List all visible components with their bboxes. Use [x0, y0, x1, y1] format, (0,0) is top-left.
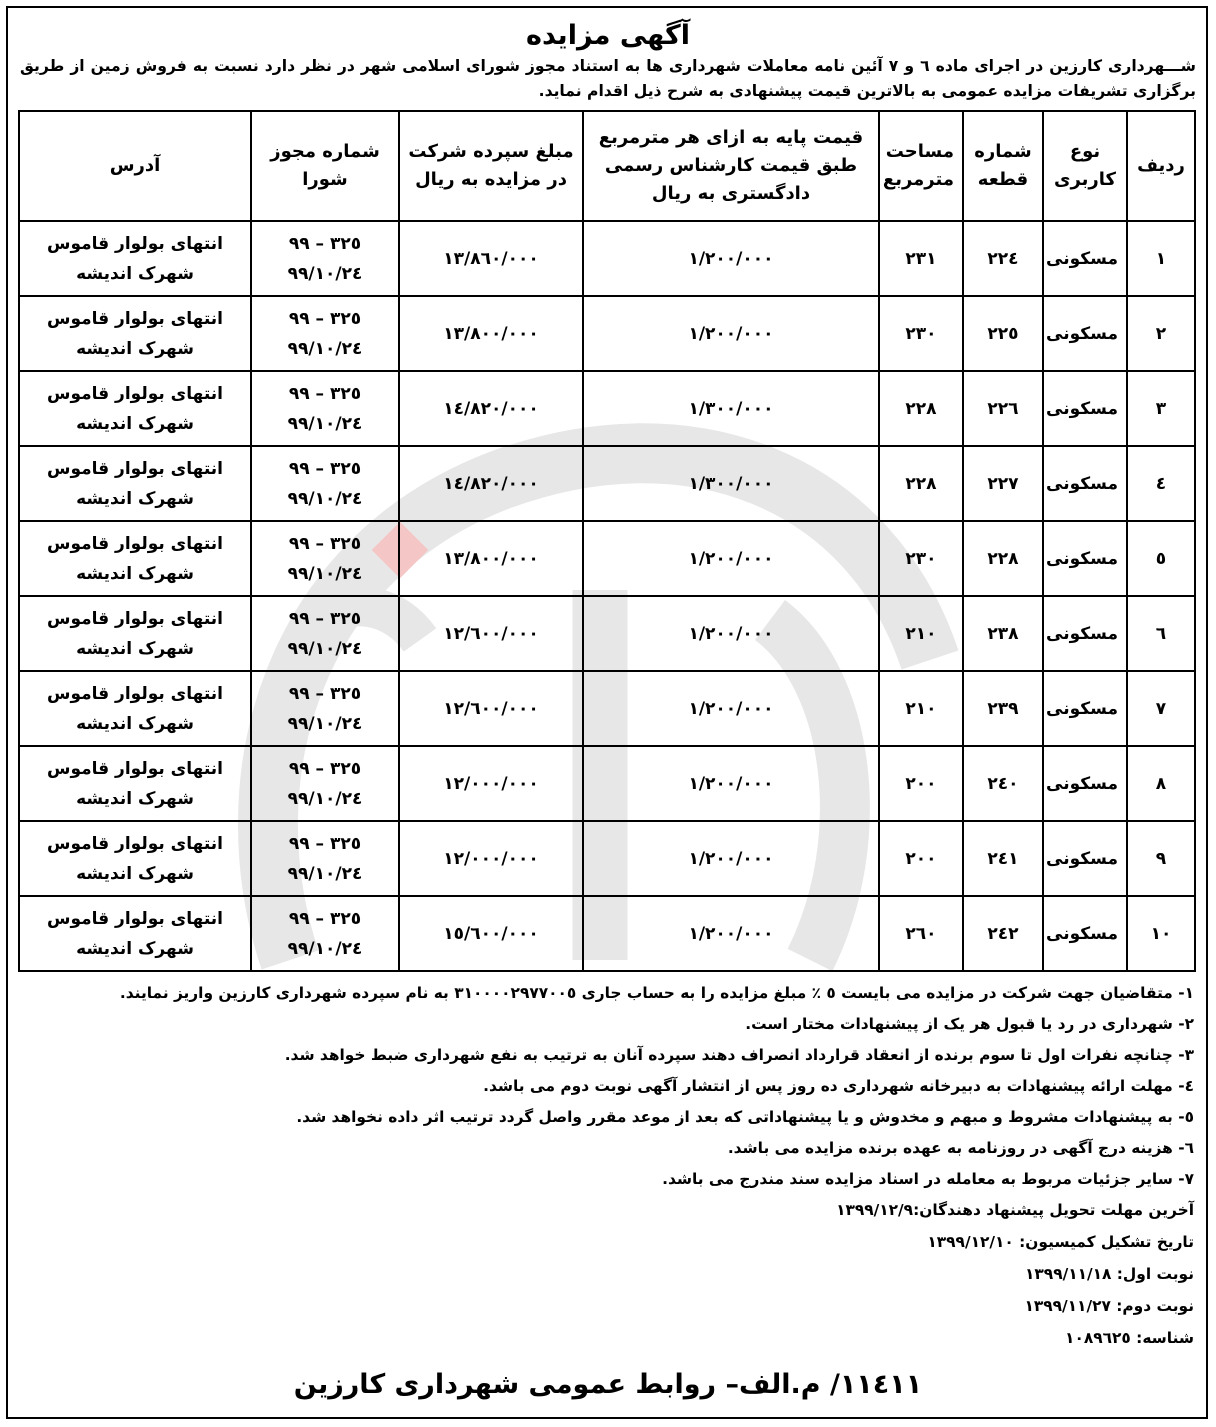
header-base-price: قیمت پایه به ازای هر مترمربع طبق قیمت کارشناس رسمی دادگستری به ریال — [583, 111, 879, 221]
cell-deposit: ١٢/٠٠٠/٠٠٠ — [399, 821, 583, 896]
permit-date: ٩٩/١٠/٢٤ — [287, 263, 363, 284]
cell-row-number: ٩ — [1127, 821, 1195, 896]
address-line-2: شهرک اندیشه — [76, 413, 194, 434]
cell-parcel: ٢٢٧ — [963, 446, 1043, 521]
notice-title: آگهی مزایده — [526, 20, 690, 51]
table-row — [19, 596, 1195, 671]
cell-area: ٢٣٠ — [879, 521, 963, 596]
permit-number: ٣٢٥ – ٩٩ — [288, 833, 362, 854]
header-row-number: ردیف — [1127, 111, 1195, 221]
cell-row-number: ٢ — [1127, 296, 1195, 371]
permit-number: ٣٢٥ – ٩٩ — [288, 233, 362, 254]
cell-address — [19, 371, 251, 446]
cell-permit — [251, 671, 399, 746]
permit-number: ٣٢٥ – ٩٩ — [288, 533, 362, 554]
cell-base-price: ١/٢٠٠/٠٠٠ — [583, 521, 879, 596]
address-line-1: انتهای بولوار قاموس — [46, 833, 224, 854]
cell-address — [19, 521, 251, 596]
cell-base-price: ١/٣٠٠/٠٠٠ — [583, 371, 879, 446]
header-permit: شماره مجوز شورا — [251, 111, 399, 221]
address-line-1: انتهای بولوار قاموس — [46, 308, 224, 329]
address-line-1: انتهای بولوار قاموس — [46, 233, 224, 254]
cell-address — [19, 896, 251, 971]
cell-base-price: ١/٢٠٠/٠٠٠ — [583, 671, 879, 746]
permit-date: ٩٩/١٠/٢٤ — [287, 563, 363, 584]
cell-area: ٢٣١ — [879, 221, 963, 296]
cell-area: ٢٢٨ — [879, 446, 963, 521]
permit-number: ٣٢٥ – ٩٩ — [288, 608, 362, 629]
permit-date: ٩٩/١٠/٢٤ — [287, 413, 363, 434]
cell-base-price: ١/٢٠٠/٠٠٠ — [583, 596, 879, 671]
cell-row-number: ٣ — [1127, 371, 1195, 446]
cell-row-number: ٦ — [1127, 596, 1195, 671]
cell-deposit: ١٢/٦٠٠/٠٠٠ — [399, 596, 583, 671]
cell-area: ٢٠٠ — [879, 821, 963, 896]
header-usage: نوع کاربری — [1043, 111, 1127, 221]
cell-deposit: ١٢/٦٠٠/٠٠٠ — [399, 671, 583, 746]
cell-row-number: ٧ — [1127, 671, 1195, 746]
cell-deposit: ١٣/٨٠٠/٠٠٠ — [399, 296, 583, 371]
condition-item: ٤- مهلت ارائه پیشنهادات به دبیرخانه شهرداری ده روز پس از انتشار آگهی نوبت دوم می باشد. — [483, 1077, 1194, 1095]
dates-block — [22, 1195, 1194, 1355]
cell-row-number: ١ — [1127, 221, 1195, 296]
cell-usage: مسکونی — [1043, 671, 1127, 746]
cell-address — [19, 221, 251, 296]
cell-area: ٢١٠ — [879, 671, 963, 746]
address-line-1: انتهای بولوار قاموس — [46, 683, 224, 704]
permit-number: ٣٢٥ – ٩٩ — [288, 383, 362, 404]
table-row — [19, 746, 1195, 821]
header-area: مساحت مترمربع — [879, 111, 963, 221]
address-line-1: انتهای بولوار قاموس — [46, 533, 224, 554]
address-line-2: شهرک اندیشه — [76, 338, 194, 359]
cell-parcel: ٢٢٨ — [963, 521, 1043, 596]
cell-base-price: ١/٢٠٠/٠٠٠ — [583, 221, 879, 296]
signature: ١١٤١١/ م.الف– روابط عمومی شهرداری کارزین — [293, 1369, 923, 1400]
cell-base-price: ١/٢٠٠/٠٠٠ — [583, 821, 879, 896]
table-row — [19, 896, 1195, 971]
address-line-1: انتهای بولوار قاموس — [46, 608, 224, 629]
header-address: آدرس — [19, 111, 251, 221]
cell-row-number: ٤ — [1127, 446, 1195, 521]
cell-deposit: ١٥/٦٠٠/٠٠٠ — [399, 896, 583, 971]
deadline-date: آخرین مهلت تحویل پیشنهاد دهندگان:١٣٩٩/١٢/٩ — [836, 1201, 1194, 1219]
address-line-2: شهرک اندیشه — [76, 863, 194, 884]
permit-date: ٩٩/١٠/٢٤ — [287, 488, 363, 509]
cell-parcel: ٢٣٨ — [963, 596, 1043, 671]
cell-parcel: ٢٢٥ — [963, 296, 1043, 371]
permit-number: ٣٢٥ – ٩٩ — [288, 308, 362, 329]
address-line-2: شهرک اندیشه — [76, 938, 194, 959]
cell-permit — [251, 521, 399, 596]
header-parcel: شماره قطعه — [963, 111, 1043, 221]
cell-usage: مسکونی — [1043, 296, 1127, 371]
cell-deposit: ١٢/٠٠٠/٠٠٠ — [399, 746, 583, 821]
address-line-1: انتهای بولوار قاموس — [46, 383, 224, 404]
permit-date: ٩٩/١٠/٢٤ — [287, 713, 363, 734]
condition-item: ٦- هزینه درج آگهی در روزنامه به عهده برنده مزایده می باشد. — [727, 1139, 1194, 1157]
condition-item: ٧- سایر جزئیات مربوط به معامله در اسناد مزایده سند مندرج می باشد. — [662, 1170, 1194, 1188]
table-row — [19, 821, 1195, 896]
cell-deposit: ١٣/٨٠٠/٠٠٠ — [399, 521, 583, 596]
second-publication-date: نوبت دوم: ١٣٩٩/١١/٢٧ — [1024, 1297, 1194, 1315]
cell-row-number: ٨ — [1127, 746, 1195, 821]
header-deposit: مبلغ سپرده شرکت در مزایده به ریال — [399, 111, 583, 221]
address-line-2: شهرک اندیشه — [76, 713, 194, 734]
cell-deposit: ١٤/٨٢٠/٠٠٠ — [399, 446, 583, 521]
cell-deposit: ١٣/٨٦٠/٠٠٠ — [399, 221, 583, 296]
conditions-list — [14, 972, 1202, 1355]
cell-usage: مسکونی — [1043, 746, 1127, 821]
cell-permit — [251, 596, 399, 671]
cell-address — [19, 821, 251, 896]
permit-number: ٣٢٥ – ٩٩ — [288, 758, 362, 779]
address-line-2: شهرک اندیشه — [76, 563, 194, 584]
cell-deposit: ١٤/٨٢٠/٠٠٠ — [399, 371, 583, 446]
cell-base-price: ١/٢٠٠/٠٠٠ — [583, 746, 879, 821]
cell-parcel: ٢٤٠ — [963, 746, 1043, 821]
cell-permit — [251, 371, 399, 446]
address-line-2: شهرک اندیشه — [76, 488, 194, 509]
table-row — [19, 446, 1195, 521]
address-line-2: شهرک اندیشه — [76, 788, 194, 809]
address-line-1: انتهای بولوار قاموس — [46, 458, 224, 479]
cell-base-price: ١/٣٠٠/٠٠٠ — [583, 446, 879, 521]
table-header-row — [19, 111, 1195, 221]
cell-address — [19, 296, 251, 371]
table-row — [19, 671, 1195, 746]
cell-usage: مسکونی — [1043, 371, 1127, 446]
permit-date: ٩٩/١٠/٢٤ — [287, 788, 363, 809]
table-row — [19, 221, 1195, 296]
cell-row-number: ٥ — [1127, 521, 1195, 596]
cell-area: ٢٣٠ — [879, 296, 963, 371]
table-row — [19, 521, 1195, 596]
cell-usage: مسکونی — [1043, 446, 1127, 521]
cell-usage: مسکونی — [1043, 521, 1127, 596]
permit-number: ٣٢٥ – ٩٩ — [288, 683, 362, 704]
cell-usage: مسکونی — [1043, 221, 1127, 296]
cell-usage: مسکونی — [1043, 596, 1127, 671]
cell-area: ٢١٠ — [879, 596, 963, 671]
cell-row-number: ١٠ — [1127, 896, 1195, 971]
cell-permit — [251, 821, 399, 896]
cell-permit — [251, 746, 399, 821]
cell-permit — [251, 221, 399, 296]
condition-item: ٢- شهرداری در رد یا قبول هر یک از پیشنهادات مختار است. — [745, 1015, 1194, 1033]
permit-number: ٣٢٥ – ٩٩ — [288, 458, 362, 479]
notice-id: شناسه: ١٠٨٩٦٢٥ — [1065, 1329, 1194, 1347]
cell-address — [19, 746, 251, 821]
cell-parcel: ٢٤١ — [963, 821, 1043, 896]
cell-permit — [251, 446, 399, 521]
permit-date: ٩٩/١٠/٢٤ — [287, 863, 363, 884]
cell-base-price: ١/٢٠٠/٠٠٠ — [583, 296, 879, 371]
auction-table — [18, 110, 1196, 972]
table-row — [19, 296, 1195, 371]
table-row — [19, 371, 1195, 446]
cell-parcel: ٢٢٤ — [963, 221, 1043, 296]
condition-item: ٣- چنانچه نفرات اول تا سوم برنده از انعقاد قرارداد انصراف دهند سپرده آنان به ترتیب به نفع شهرداری ضبط خواهد شد. — [284, 1046, 1194, 1064]
cell-parcel: ٢٤٢ — [963, 896, 1043, 971]
cell-area: ٢٢٨ — [879, 371, 963, 446]
cell-usage: مسکونی — [1043, 821, 1127, 896]
cell-address — [19, 671, 251, 746]
commission-date: تاریخ تشکیل کمیسیون: ١٣٩٩/١٢/١٠ — [927, 1233, 1194, 1251]
cell-area: ٢٦٠ — [879, 896, 963, 971]
cell-parcel: ٢٢٦ — [963, 371, 1043, 446]
cell-permit — [251, 296, 399, 371]
permit-date: ٩٩/١٠/٢٤ — [287, 938, 363, 959]
address-line-1: انتهای بولوار قاموس — [46, 758, 224, 779]
address-line-1: انتهای بولوار قاموس — [46, 908, 224, 929]
cell-base-price: ١/٢٠٠/٠٠٠ — [583, 896, 879, 971]
address-line-2: شهرک اندیشه — [76, 638, 194, 659]
first-publication-date: نوبت اول: ١٣٩٩/١١/١٨ — [1025, 1265, 1194, 1283]
cell-parcel: ٢٣٩ — [963, 671, 1043, 746]
cell-permit — [251, 896, 399, 971]
permit-date: ٩٩/١٠/٢٤ — [287, 638, 363, 659]
notice-intro: شـــهرداری کارزین در اجرای ماده ٦ و ٧ آئین نامه معاملات شهرداری ها به استناد مجوز شورای اسلامی شهر در نظر دارد نسبت به فروش زمین از طریق برگزاری تشریفات مزایده عمومی به بالاترین قیمت پیشنهادی به شرح ذیل اقدام نماید. — [20, 57, 1196, 100]
condition-item: ١- متقاضیان جهت شرکت در مزایده می بایست ٥ ٪ مبلغ مزایده را به حساب جاری ٣١٠٠٠٠٢٩٧٧٠٠٥ به نام سپرده شهرداری کارزین واریز نمایند. — [119, 984, 1194, 1002]
permit-date: ٩٩/١٠/٢٤ — [287, 338, 363, 359]
permit-number: ٣٢٥ – ٩٩ — [288, 908, 362, 929]
cell-address — [19, 596, 251, 671]
cell-address — [19, 446, 251, 521]
address-line-2: شهرک اندیشه — [76, 263, 194, 284]
cell-usage: مسکونی — [1043, 896, 1127, 971]
condition-item: ٥- به پیشنهادات مشروط و مبهم و مخدوش و یا پیشنهاداتی که بعد از موعد مقرر واصل گردد ترتیب اثر داده نخواهد شد. — [296, 1108, 1194, 1126]
cell-area: ٢٠٠ — [879, 746, 963, 821]
